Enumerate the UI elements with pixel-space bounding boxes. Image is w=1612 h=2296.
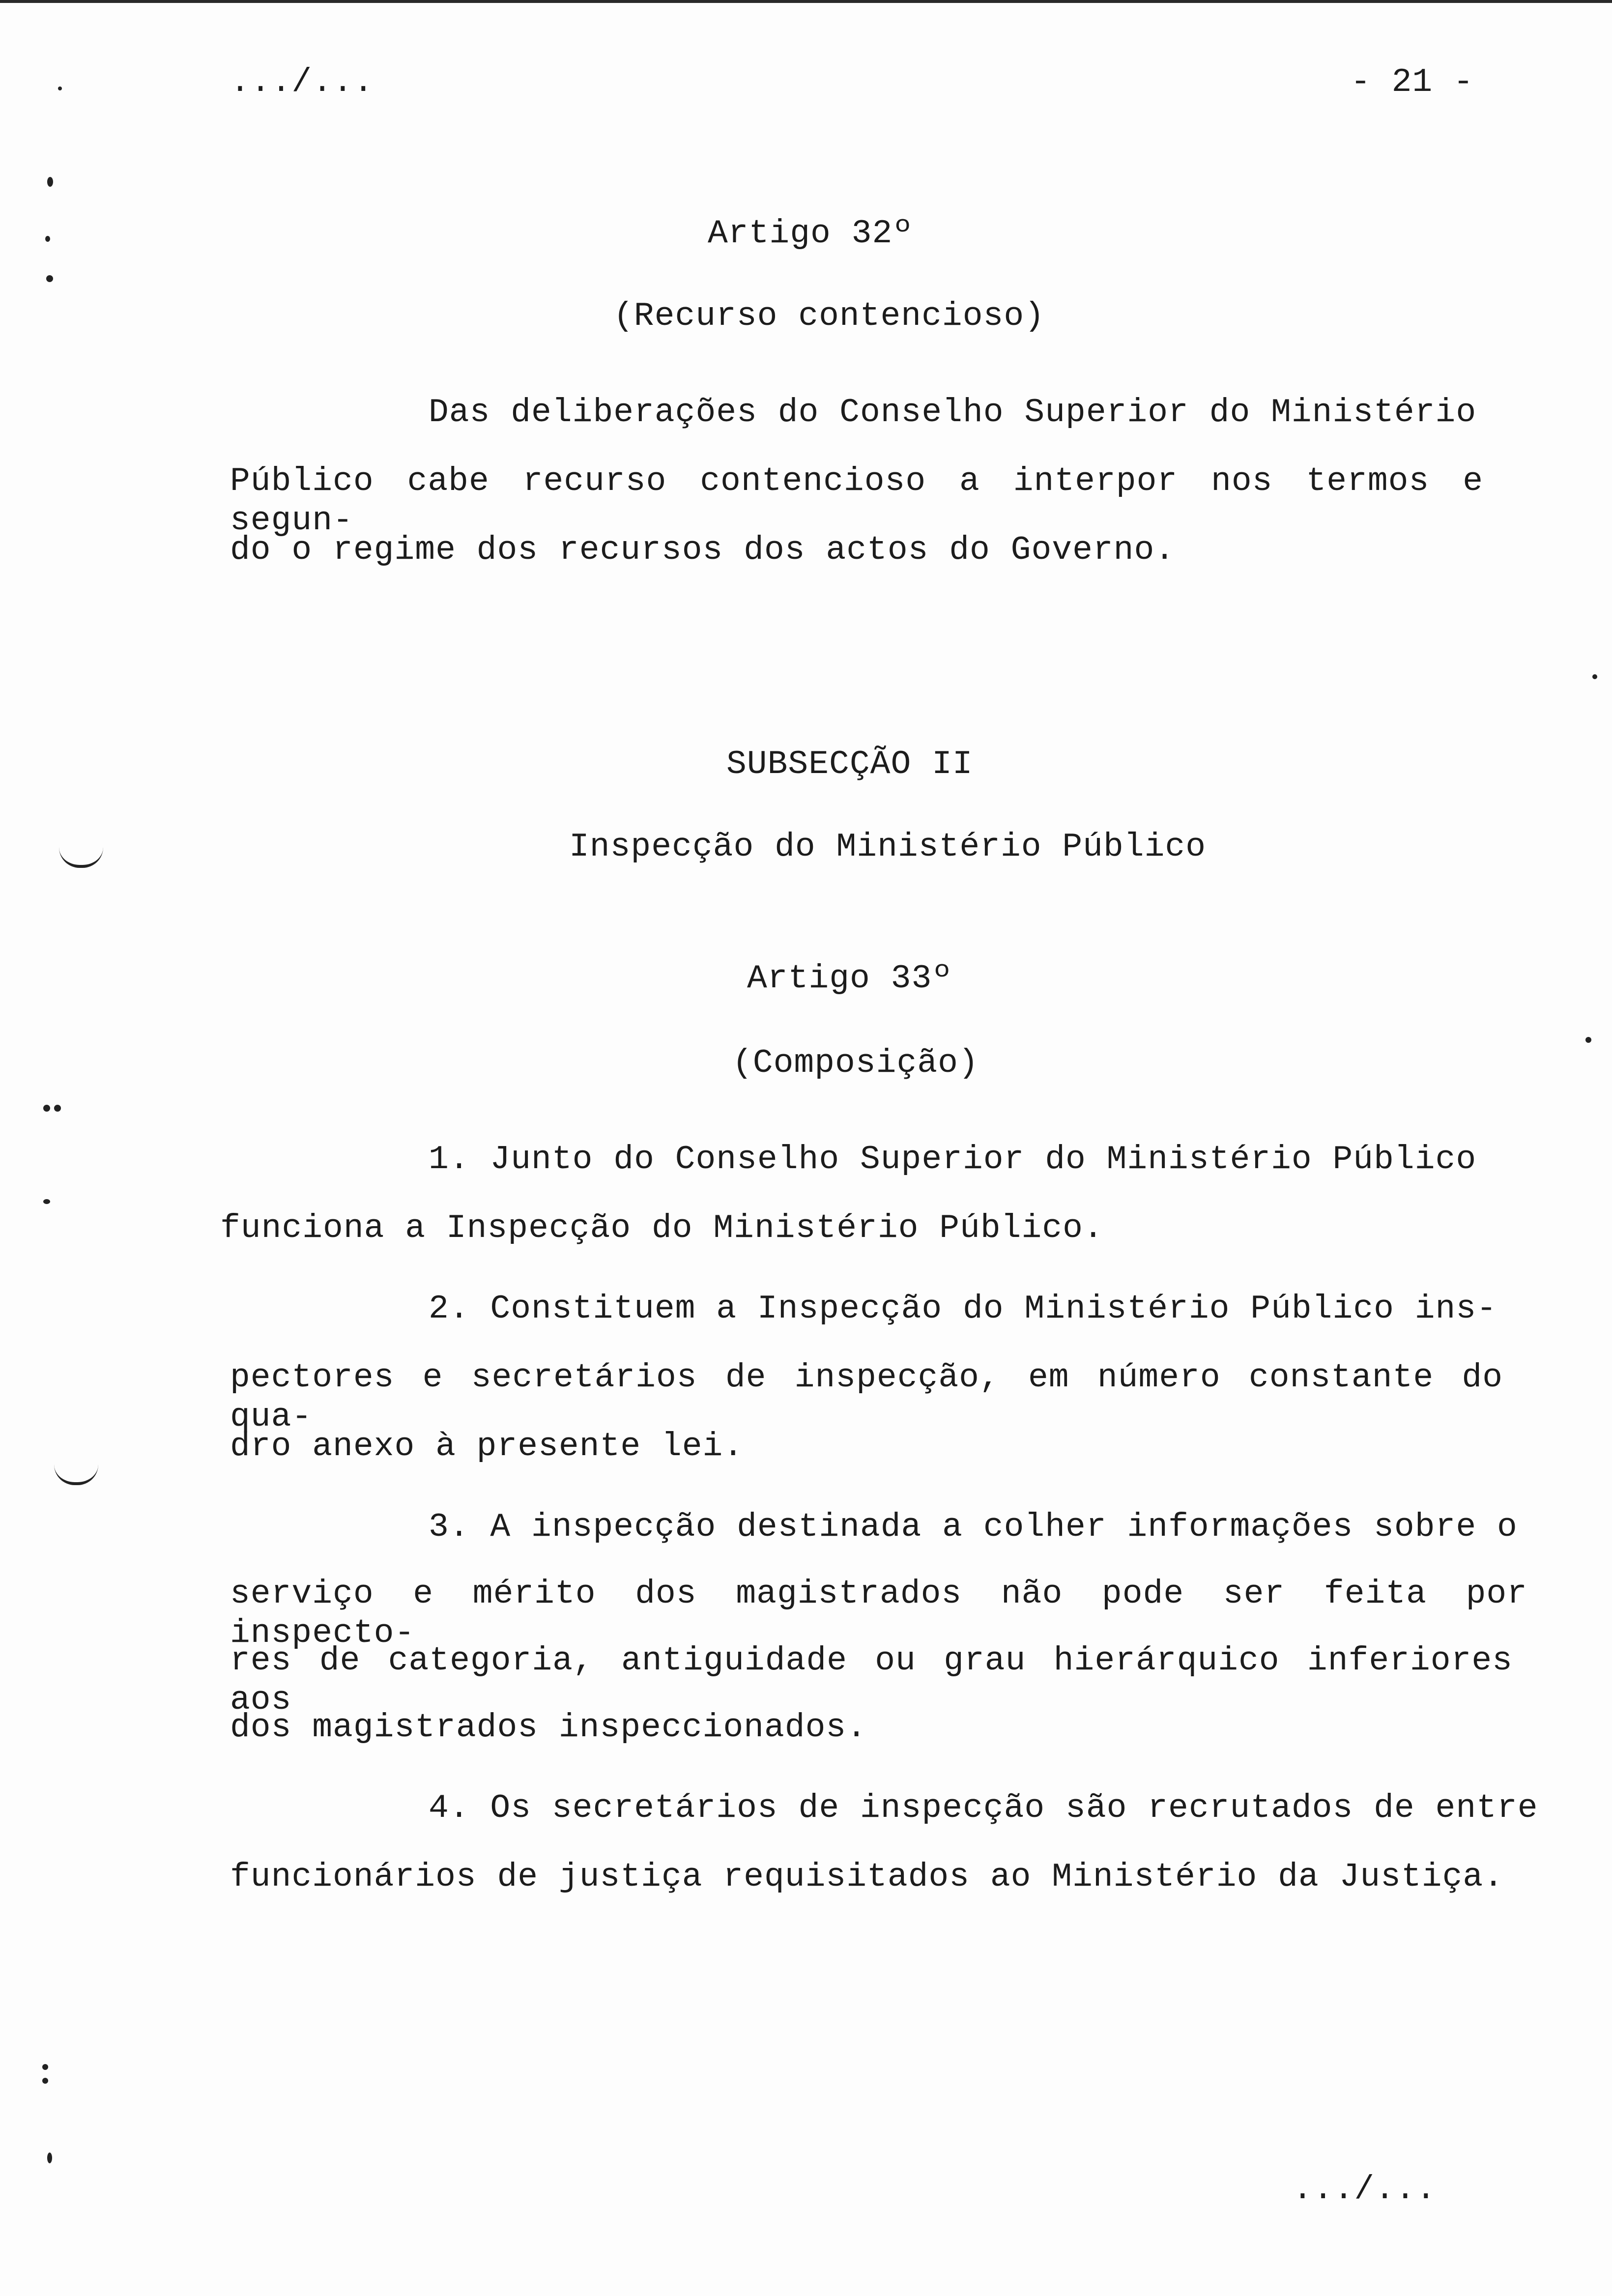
scan-speck <box>58 86 62 90</box>
para-2-line-2: pectores e secretários de inspecção, em número constante do qua- <box>230 1359 1503 1436</box>
scan-speck <box>45 236 50 242</box>
para-3-line-3: res de categoria, antiguidade ou grau hierárquico inferiores aos <box>230 1642 1513 1719</box>
article-32-subtitle: (Recurso contencioso) <box>613 297 1045 335</box>
scan-speck <box>1585 1037 1591 1043</box>
scan-speck <box>54 1105 61 1112</box>
continuation-mark-bottom: .../... <box>1293 2171 1437 2209</box>
scan-speck <box>47 2152 52 2163</box>
article-32-line-1: Das deliberações do Conselho Superior do Ministério <box>429 394 1477 431</box>
subsection-title: Inspecção do Ministério Público <box>569 828 1207 866</box>
scan-speck <box>46 275 53 282</box>
article-32-line-2: Público cabe recurso contencioso a interpor nos termos e segun- <box>230 462 1483 540</box>
para-3-line-2: serviço e mérito dos magistrados não pode ser feita por inspecto- <box>230 1575 1527 1652</box>
article-33-subtitle: (Composição) <box>732 1044 979 1082</box>
page-number: - 21 - <box>1351 63 1474 101</box>
para-3-line-4: dos magistrados inspeccionados. <box>230 1709 867 1747</box>
scan-speck <box>1592 674 1597 679</box>
article-33-heading: Artigo 33º <box>747 960 953 998</box>
scan-speck <box>43 1199 50 1204</box>
scan-speck <box>42 2064 48 2070</box>
binding-hole-mark <box>54 1464 98 1485</box>
scan-speck <box>43 1105 50 1112</box>
binding-hole-mark <box>59 847 103 868</box>
para-2-line-3: dro anexo à presente lei. <box>230 1428 744 1465</box>
scan-speck <box>47 177 53 187</box>
para-4-line-2: funcionários de justiça requisitados ao Ministério da Justiça. <box>230 1858 1504 1896</box>
para-3-line-1: 3. A inspecção destinada a colher informações sobre o <box>429 1508 1518 1546</box>
para-1-line-2: funciona a Inspecção do Ministério Público. <box>220 1209 1104 1247</box>
para-1-line-1: 1. Junto do Conselho Superior do Ministério Público <box>429 1141 1477 1178</box>
article-32-line-3: do o regime dos recursos dos actos do Governo. <box>230 531 1176 569</box>
para-4-line-1: 4. Os secretários de inspecção são recrutados de entre <box>429 1789 1538 1827</box>
continuation-mark-top: .../... <box>230 63 374 101</box>
subsection-heading: SUBSECÇÃO II <box>726 746 973 783</box>
article-32-heading: Artigo 32º <box>708 215 914 253</box>
para-2-line-1: 2. Constituem a Inspecção do Ministério Público ins- <box>429 1290 1497 1328</box>
scan-speck <box>42 2078 48 2084</box>
top-border-rule <box>0 0 1612 3</box>
